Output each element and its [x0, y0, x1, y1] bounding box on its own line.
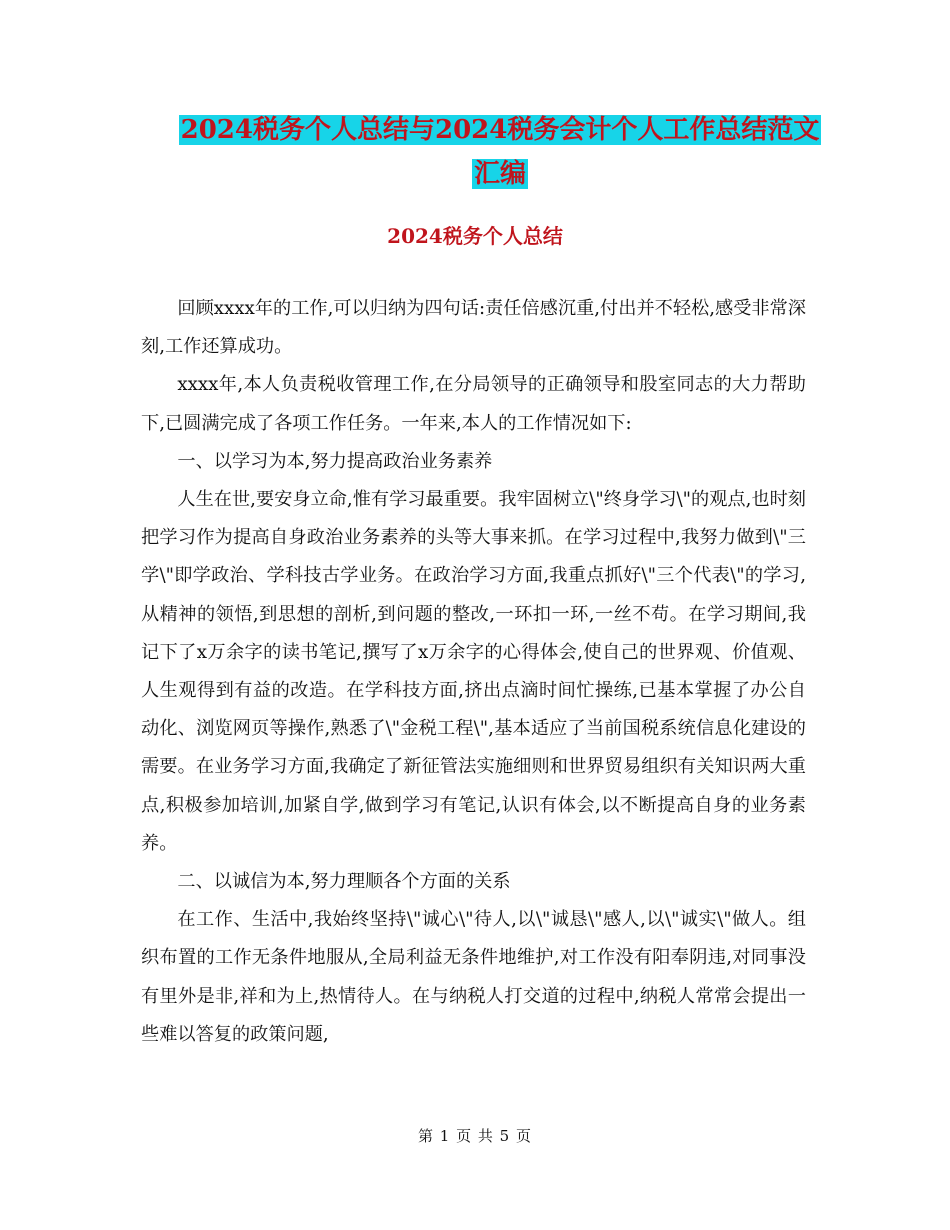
paragraph-heading: 一、以学习为本,努力提高政治业务素养	[177, 450, 493, 472]
paragraph: 人生在世,要安身立命,惟有学习最重要。我牢固树立\"终身学习\"的观点,也时刻把学习作为提高自身政治业务素养的头等大事来抓。在学习过程中,我努力做到\"三学\"即学政治、学科技古学业务。在政治学习方面,我重点抓好\"三个代表\"的学习,从精神的领悟,到思想的剖析,到问题的整改,一环扣一环,一丝不苟。在学习期间,我记下了x万余字的读书笔记,撰写了x万余字的心得体会,使自己的世界观、价值观、人生观得到有益的改造。在学科技方面,挤出点滴时间忙操练,已基本掌握了办公自动化、浏览网页等操作,熟悉了\"金税工程\",基本适应了当前国税系统信息化建设的需要。在业务学习方面,我确定了新征管法实施细则和世界贸易组织有关知识两大重点,积极参加培训,加紧自学,做到学习有笔记,认识有体会,以不断提高自身的业务素养。	[141, 489, 806, 854]
body-text	[141, 290, 806, 1054]
page-footer: 第 1 页 共 5 页	[418, 1127, 532, 1145]
document-title-continuation	[140, 152, 860, 196]
paragraph-heading: 二、以诚信为本,努力理顺各个方面的关系	[177, 871, 511, 893]
title-highlight-line-1: 2024税务个人总结与2024税务会计个人工作总结范文	[180, 115, 820, 145]
paragraph: 在工作、生活中,我始终坚持\"诚心\"待人,以\"诚恳\"感人,以\"诚实\"做人。组织布置的工作无条件地服从,全局利益无条件地维护,对工作没有阳奉阴违,对同事没有里外是非,祥和为上,热情待人。在与纳税人打交道的过程中,纳税人常常会提出一些难以答复的政策问题,	[141, 909, 806, 1045]
paragraph: 回顾xxxx年的工作,可以归纳为四句话:责任倍感沉重,付出并不轻松,感受非常深刻,工作还算成功。	[141, 298, 806, 358]
title-highlight-line-2: 汇编	[473, 159, 526, 189]
section-title: 2024税务个人总结	[387, 224, 563, 248]
document-title	[140, 108, 860, 152]
paragraph: xxxx年,本人负责税收管理工作,在分局领导的正确领导和股室同志的大力帮助下,已圆满完成了各项工作任务。一年来,本人的工作情况如下:	[141, 374, 806, 434]
